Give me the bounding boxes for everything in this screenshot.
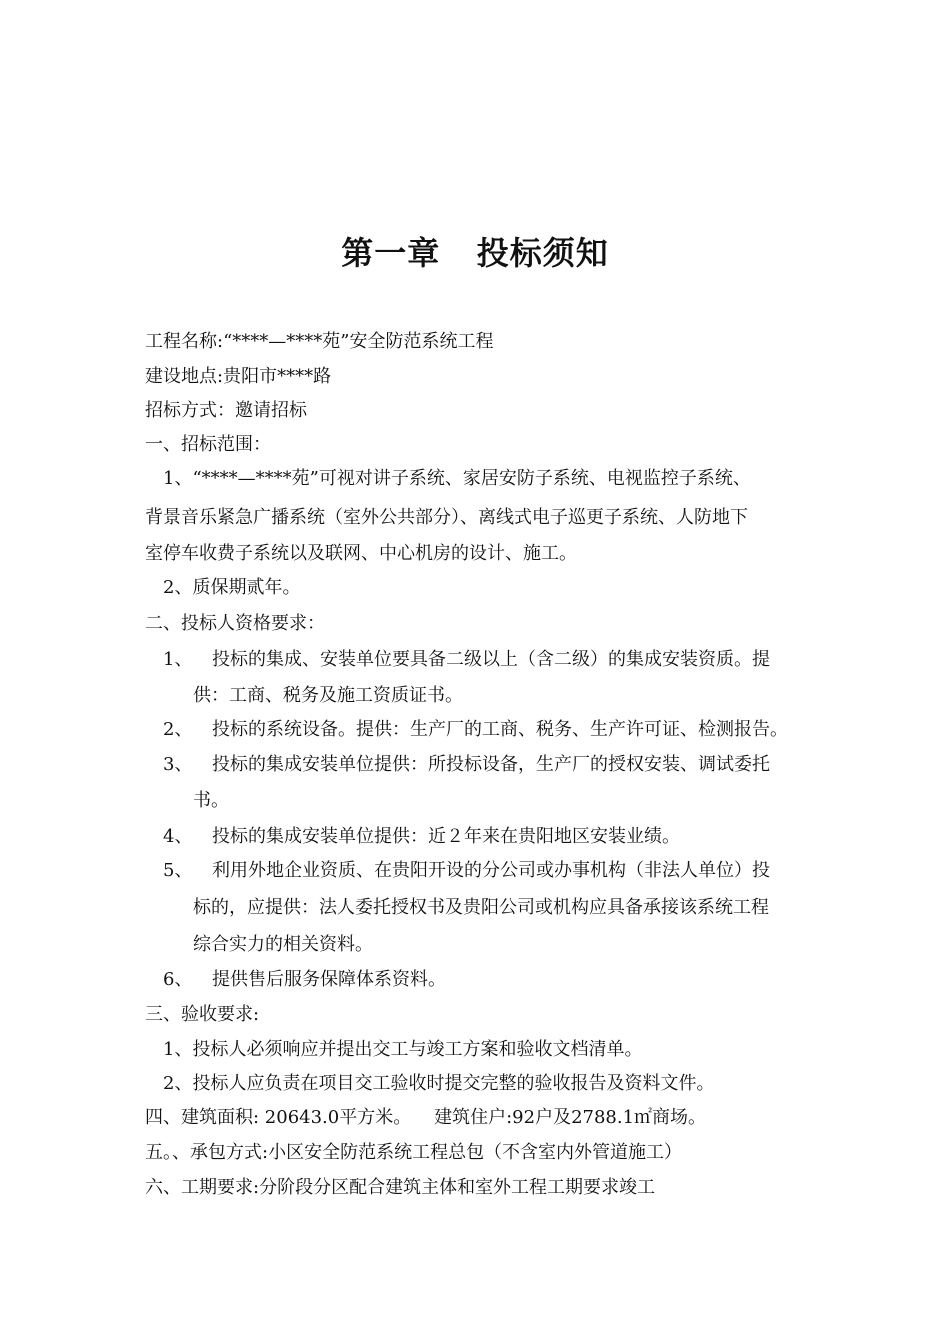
- qualification-item-5-line-2: 标的，应提供：法人委托授权书及贵阳公司或机构应具备承接该系统工程: [193, 897, 769, 918]
- qualification-item-3-line-1: 投标的集成安装单位提供：所投标设备，生产厂的授权安装、调试委托: [212, 754, 770, 775]
- qualification-item-5-line-1: 利用外地企业资质、在贵阳开设的分公司或办事机构（非法人单位）投: [212, 860, 770, 881]
- contract-method: 五。、承包方式:小区安全防范系统工程总包（不含室内外管道施工）: [145, 1142, 683, 1163]
- scope-item-1-line-3: 室停车收费子系统以及联网、中心机房的设计、施工。: [145, 543, 577, 564]
- qualification-item-2-line-1: 投标的系统设备。提供：生产厂的工商、税务、生产许可证、检测报告。: [212, 719, 788, 740]
- qualification-item-3-line-2: 书。: [193, 790, 229, 811]
- section-qualification-heading: 二、投标人资格要求：: [145, 613, 325, 634]
- project-location: 建设地点:贵阳市****路: [145, 366, 332, 387]
- scope-item-2: 2、质保期贰年。: [163, 577, 301, 598]
- qualification-item-1-number: 1、: [163, 649, 193, 670]
- acceptance-item-1: 1、投标人必须响应并提出交工与竣工方案和验收文档清单。: [163, 1039, 643, 1060]
- bidding-method: 招标方式：邀请招标: [145, 400, 307, 421]
- scope-item-1-line-2: 背景音乐紧急广播系统（室外公共部分）、离线式电子巡更子系统、人防地下: [145, 507, 748, 528]
- qualification-item-4-line-1: 投标的集成安装单位提供：近２年来在贵阳地区安装业绩。: [212, 826, 680, 847]
- qualification-item-6-number: 6、: [163, 969, 193, 990]
- chapter-title: 第一章 投标须知: [341, 234, 609, 272]
- qualification-item-6-line-1: 提供售后服务保障体系资料。: [212, 969, 446, 990]
- qualification-item-1-line-2: 供：工商、税务及施工资质证书。: [193, 685, 463, 706]
- building-area: 四、建筑面积: 20643.0平方米。 建筑住户:92户及2788.1㎡商场。: [145, 1107, 707, 1128]
- qualification-item-1-line-1: 投标的集成、安装单位要具备二级以上（含二级）的集成安装资质。提: [212, 649, 770, 670]
- qualification-item-3-number: 3、: [163, 754, 193, 775]
- qualification-item-4-number: 4、: [163, 826, 193, 847]
- section-acceptance-heading: 三、验收要求:: [145, 1004, 260, 1025]
- qualification-item-5-number: 5、: [163, 860, 193, 881]
- scope-item-1-line-1: 1、“****—****苑”可视对讲子系统、家居安防子系统、电视监控子系统、: [163, 468, 751, 489]
- qualification-item-2-number: 2、: [163, 719, 193, 740]
- qualification-item-5-line-3: 综合实力的相关资料。: [193, 934, 373, 955]
- section-scope-heading: 一、招标范围：: [145, 434, 271, 455]
- project-name: 工程名称:“****—****苑”安全防范系统工程: [145, 331, 494, 352]
- schedule-requirement: 六、工期要求:分阶段分区配合建筑主体和室外工程工期要求竣工: [145, 1177, 656, 1198]
- acceptance-item-2: 2、投标人应负责在项目交工验收时提交完整的验收报告及资料文件。: [163, 1073, 715, 1094]
